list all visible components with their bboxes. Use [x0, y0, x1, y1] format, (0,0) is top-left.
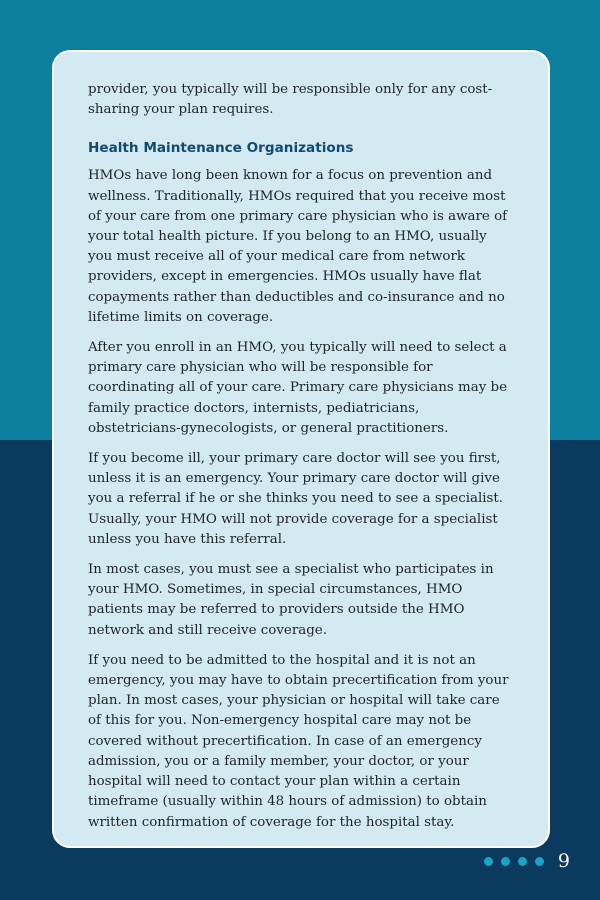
body-paragraph: If you become ill, your primary care doctor will see you first, unless it is an emergency. Your primary care doctor will give you a referral if he or she thinks you need to see a specialist. Usually, your HMO will not provide coverage for a specialist unless you have this referral.	[88, 451, 504, 547]
intro-paragraph: provider, you typically will be responsible only for any cost-sharing your plan requires.	[88, 82, 493, 118]
section-heading: Health Maintenance Organizations	[88, 140, 354, 157]
page-number: 9	[557, 850, 570, 872]
body-paragraph: After you enroll in an HMO, you typically will need to select a primary care physician who will be responsible for coordinating all of your care. Primary care physicians may be family practice doctors, internists, pediatricians, obstetricians-gynecologists, or general practitioners.	[88, 340, 508, 436]
content-panel	[52, 50, 550, 848]
decorative-dot-icon	[484, 857, 493, 866]
page-footer	[484, 846, 570, 876]
body-paragraph: If you need to be admitted to the hospital and it is not an emergency, you may have to obtain precertification from your plan. In most cases, your physician or hospital will take care of this for you. Non-emergency hospital care may not be covered without precertification. In case of an emergency admission, you or a family member, your doctor, or your hospital will need to contact your plan within a certain timeframe (usually within 48 hours of admission) to obtain written confirmation of coverage for the hospital stay.	[88, 652, 509, 830]
body-paragraph: HMOs have long been known for a focus on prevention and wellness. Traditionally, HMOs required that you receive most of your care from one primary care physician who is aware of your total health picture. If you belong to an HMO, usually you must receive all of your medical care from network providers, except in emergencies. HMOs usually have flat copayments rather than deductibles and co-insurance and no lifetime limits on coverage.	[88, 168, 508, 325]
decorative-dot-icon	[501, 857, 510, 866]
decorative-dot-icon	[518, 857, 527, 866]
body-paragraph: In most cases, you must see a specialist who participates in your HMO. Sometimes, in special circumstances, HMO patients may be referred to providers outside the HMO network and still receive coverage.	[88, 562, 494, 638]
decorative-dot-icon	[535, 857, 544, 866]
